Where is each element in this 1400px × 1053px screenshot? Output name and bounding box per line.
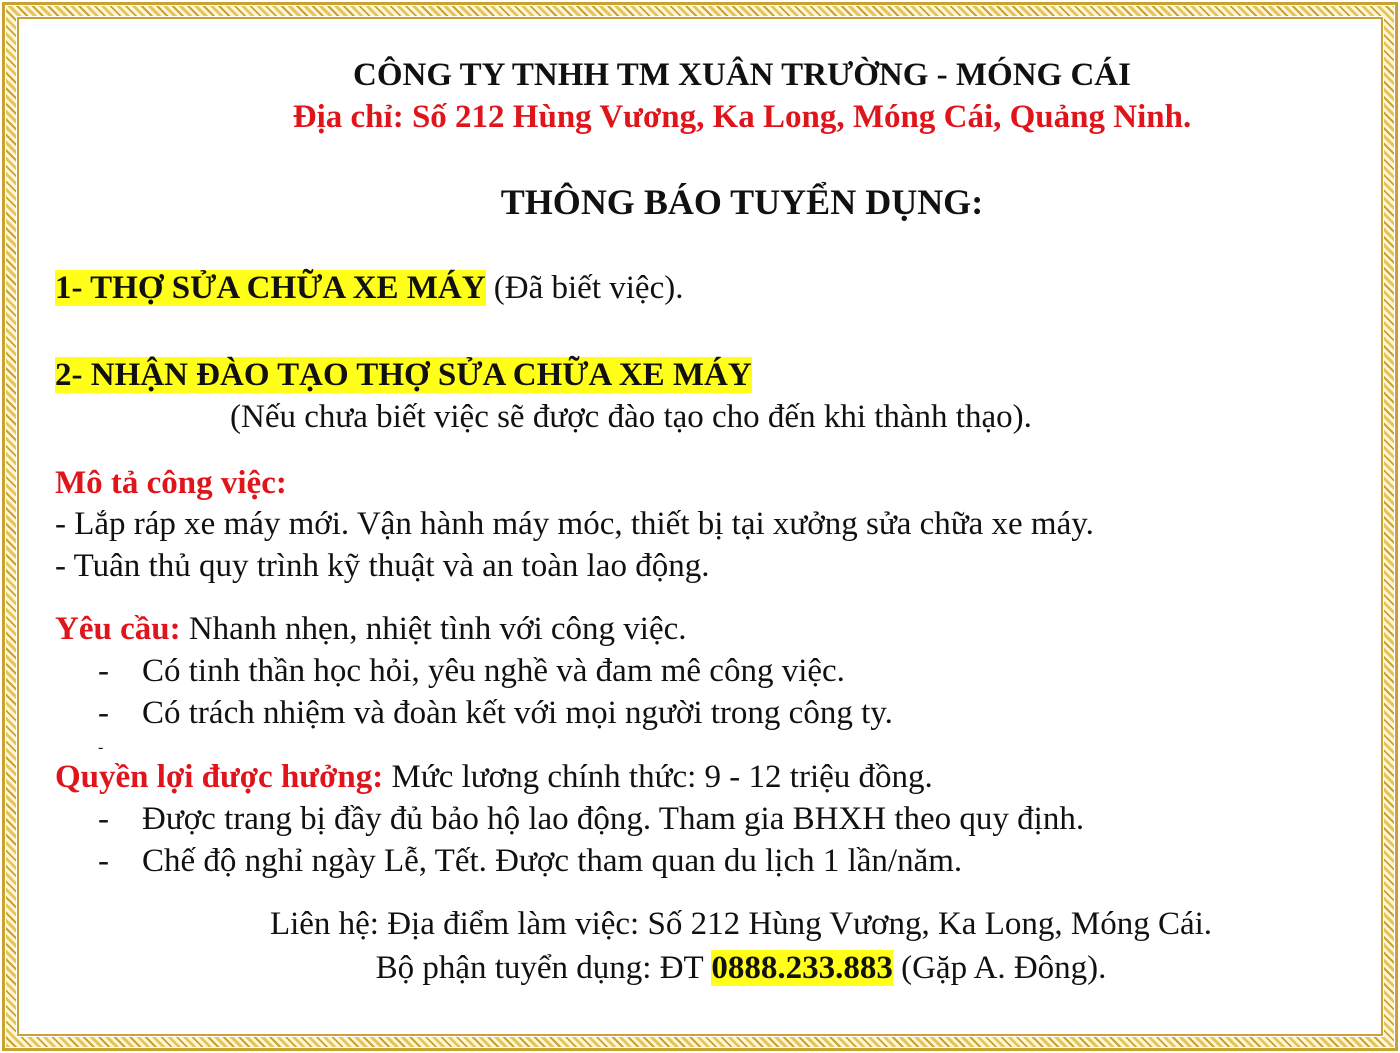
company-name: CÔNG TY TNHH TM XUÂN TRƯỜNG - MÓNG CÁI	[353, 57, 1131, 93]
position-1-label: 1- THỢ SỬA CHỮA XE MÁY	[55, 270, 486, 306]
contact-phone-suffix: (Gặp A. Đông).	[892, 950, 1107, 986]
requirements-line	[55, 609, 687, 649]
benefits-item: Được trang bị đầy đủ bảo hộ lao động. Tham gia BHXH theo quy định.	[142, 801, 1085, 837]
contact-address: Liên hệ: Địa điểm làm việc: Số 212 Hùng Vương, Ka Long, Móng Cái.	[269, 906, 1213, 942]
contact-phone-prefix: Bộ phận tuyển dụng: ĐT	[375, 950, 712, 986]
position-2	[55, 355, 752, 395]
description-item: - Tuân thủ quy trình kỹ thuật và an toàn lao động.	[55, 548, 710, 584]
position-2-label: 2- NHẬN ĐÀO TẠO THỢ SỬA CHỮA XE MÁY	[55, 357, 752, 393]
requirements-lead: Nhanh nhẹn, nhiệt tình với công việc.	[180, 611, 687, 647]
benefits-line	[55, 757, 933, 797]
benefits-dash: -	[98, 801, 109, 837]
requirements-heading: Yêu cầu:	[55, 611, 181, 647]
stray-dash: -	[98, 739, 104, 756]
benefits-heading: Quyền lợi được hưởng:	[55, 759, 384, 795]
position-1-note: (Đã biết việc).	[485, 270, 684, 306]
benefits-lead: Mức lương chính thức: 9 - 12 triệu đồng.	[383, 759, 933, 795]
contact-phone-line	[0, 948, 1400, 988]
benefits-dash: -	[98, 843, 109, 879]
position-2-note: (Nếu chưa biết việc sẽ được đào tạo cho đến khi thành thạo).	[230, 399, 1032, 435]
requirements-dash: -	[98, 695, 109, 731]
position-1	[55, 268, 683, 308]
benefits-item: Chế độ nghỉ ngày Lễ, Tết. Được tham quan du lịch 1 lần/năm.	[142, 843, 963, 879]
requirements-item: Có tinh thần học hỏi, yêu nghề và đam mê công việc.	[142, 653, 845, 689]
requirements-item: Có trách nhiệm và đoàn kết với mọi người trong công ty.	[142, 695, 893, 731]
notice-title: THÔNG BÁO TUYỂN DỤNG:	[500, 182, 984, 222]
company-address: Địa chỉ: Số 212 Hùng Vương, Ka Long, Móng Cái, Quảng Ninh.	[292, 99, 1192, 135]
description-item: - Lắp ráp xe máy mới. Vận hành máy móc, thiết bị tại xưởng sửa chữa xe máy.	[55, 506, 1094, 542]
contact-phone-number[interactable]: 0888.233.883	[711, 950, 893, 986]
requirements-dash: -	[98, 653, 109, 689]
description-heading: Mô tả công việc:	[55, 465, 287, 501]
